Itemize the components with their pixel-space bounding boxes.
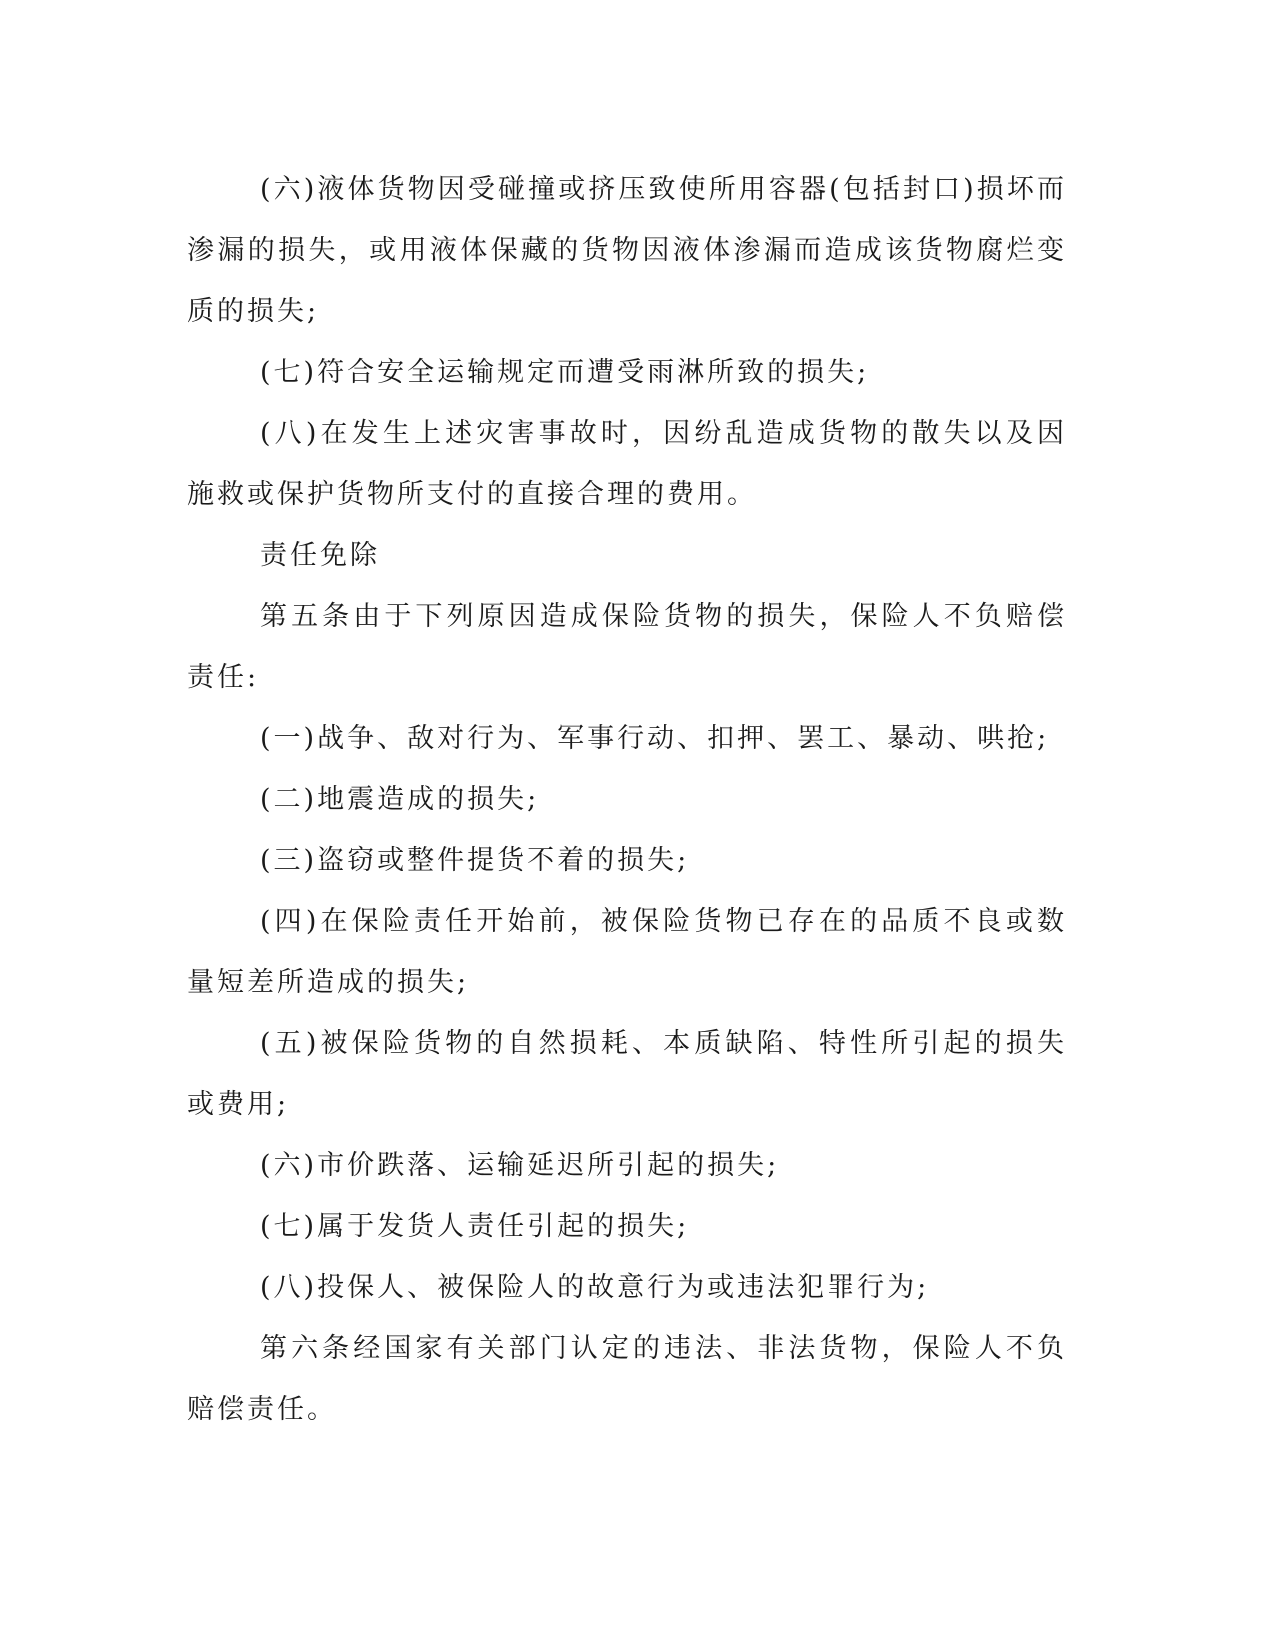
paragraph-exclusion-shipper: (七)属于发货人责任引起的损失; (260, 1211, 690, 1242)
paragraph-rescue-expenses: (八)在发生上述灾害事故时，因纷乱造成货物的散失以及因施救或保护货物所支付的直接合理的费用。 (187, 418, 1067, 510)
paragraph-liquid-cargo-leakage: (六)液体货物因受碰撞或挤压致使所用容器(包括封口)损坏而渗漏的损失，或用液体保藏的货物因液体渗漏而造成该货物腐烂变质的损失; (187, 174, 1067, 327)
paragraph-exclusion-natural-loss: (五)被保险货物的自然损耗、本质缺陷、特性所引起的损失或费用; (187, 1028, 1067, 1120)
paragraph-article-five: 第五条由于下列原因造成保险货物的损失，保险人不负赔偿责任: (187, 601, 1067, 693)
section-heading-exclusions: 责任免除 (260, 540, 380, 571)
paragraph-exclusion-intentional: (八)投保人、被保险人的故意行为或违法犯罪行为; (260, 1272, 930, 1303)
paragraph-rain-damage: (七)符合安全运输规定而遭受雨淋所致的损失; (260, 357, 870, 388)
paragraph-exclusion-preexisting: (四)在保险责任开始前，被保险货物已存在的品质不良或数量短差所造成的损失; (187, 906, 1067, 998)
paragraph-exclusion-market-delay: (六)市价跌落、运输延迟所引起的损失; (260, 1150, 780, 1181)
paragraph-exclusion-earthquake: (二)地震造成的损失; (260, 784, 540, 815)
paragraph-exclusion-theft: (三)盗窃或整件提货不着的损失; (260, 845, 690, 876)
document-body (187, 159, 1067, 1440)
paragraph-exclusion-war: (一)战争、敌对行为、军事行动、扣押、罢工、暴动、哄抢; (260, 723, 1050, 754)
paragraph-article-six: 第六条经国家有关部门认定的违法、非法货物，保险人不负赔偿责任。 (187, 1333, 1067, 1425)
